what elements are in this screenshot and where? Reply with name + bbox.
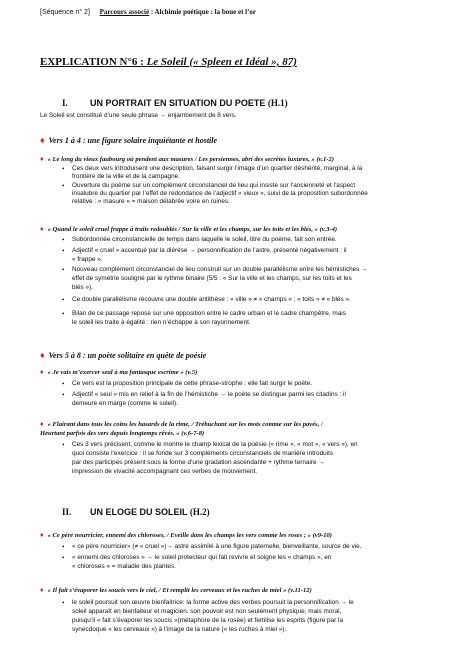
page-header (40, 8, 256, 16)
diamond-icon: ♦ (40, 350, 45, 360)
paragraph-line: Ouverture du poème sur un complément circonstanciel de lieu qui insiste sur l’ancienneté et l’aspect (72, 182, 356, 189)
quote-text: « Quand le soleil cruel frappe à traits redoublés / Sur la ville et les champs, sur les toits et les blés, » (v.3-4) (47, 226, 338, 233)
section-heading-2 (62, 507, 210, 517)
quote-4-cont: Heurtant parfois des vers depuis longtemps rêvés. » (v.6-7-8) (40, 430, 205, 437)
paragraph-line: « ennemi des chloroses » → le soleil protecteur qui fait revivre et soigne les « champs », en (72, 554, 332, 561)
quote-text: « Je vais m’exercer seul à ma fantasque escrime » (v.5) (47, 369, 198, 376)
quote-6 (40, 586, 312, 594)
paragraph-line: Ce vers est la proposition principale de cette phrase-strophe : elle fait surgir le poète. (72, 380, 313, 387)
title-main: EXPLICATION N°6 : (40, 56, 147, 68)
bullet-icon: • (62, 182, 65, 190)
bullet-icon: • (62, 236, 65, 244)
paragraph-line: Nouveau complément circonstanciel de lieu construit sur un double parallélisme entre les hémistiches → (72, 266, 368, 273)
paragraph-line: Ces deux vers introduisent une description, faisant surgir l’image d’un quartier déshérité, marginal, à la (72, 165, 363, 172)
bullet-icon: • (62, 266, 65, 274)
paragraph-line: Adjectif « cruel » accentué par la diérèse → personnification de l’astre, présenté négativement : il (72, 247, 347, 254)
paragraph-line: quoi consiste l’exercice : il se fonde sur 3 compléments circonstanciels de manière introduits (72, 450, 334, 457)
quote-text: « Il fait s’évaporer les soucis vers le ciel, / Et remplit les cerveaux et les ruches de miel » (v.11-12) (47, 587, 312, 594)
section-heading-1 (62, 98, 288, 108)
paragraph-line: Ces 3 vers précisent, comme le montre le champ lexical de la poésie (« rime », « mot », « vers »), en (72, 441, 358, 448)
paragraph-line: effet de symétrie souligné par le rythme binaire (5/5 : « Sur la ville et les champs, sur les toits et les (72, 275, 352, 282)
quote-2 (40, 225, 337, 233)
paragraph-line: puisqu’il « fait s’évaporer les soucis »(métaphore de la rosée) et fertilise les esprits (figure par la (72, 617, 344, 624)
paragraph-line: demeure en marge (comme le soleil). (72, 400, 178, 407)
subheading-1 (40, 135, 217, 145)
paragraph-line: le soleil poursuit son œuvre bienfaitrice: la forme active des verbes poursuit la personnification → le (72, 599, 354, 606)
section-number: II. (62, 507, 72, 517)
paragraph-line: relative : « masure » = maison délabrée voire en ruines. (72, 198, 230, 205)
section-ref: (H.1) (267, 98, 288, 108)
bullet-icon: • (62, 391, 65, 399)
paragraph-line: insalubre du quartier par l’effet de redondance de l’adjectif « vieux », suivi de la proposition subordonnée (72, 190, 368, 197)
section-title: UN PORTRAIT EN SITUATION DU POETE (90, 98, 268, 108)
section-number: I. (62, 98, 68, 108)
bullet-icon: • (62, 380, 65, 388)
paragraph-line: « frappe ». (72, 256, 103, 263)
paragraph-line: par des participes présent sous la forme d’une gradation ascendante + rythme ternaire → (72, 459, 325, 466)
paragraph-line: soleil apparaît en bienfaiteur et magicien. son pouvoir est non seulement physique, mais moral, (72, 608, 342, 615)
page-title (40, 56, 297, 68)
sequence-label: [Séquence n° 2] (40, 9, 90, 16)
diamond-bullet-icon: ♦ (40, 225, 44, 233)
paragraph-line: Bilan de ce passage repose sur une opposition entre le cadre urbain et le cadre champêtre, mais (72, 310, 346, 317)
bullet-icon: • (62, 296, 65, 304)
paragraph-line: Ce double parallélisme recouvre une double antithèse : « ville » ≠ « champs » ; « toits » ≠ « blés ». (72, 296, 351, 303)
bullet-icon: • (62, 247, 65, 255)
bullet-icon: • (62, 599, 65, 607)
bullet-icon: • (62, 543, 65, 551)
quote-3 (40, 368, 197, 376)
subheading-text: Vers 5 à 8 : un poète solitaire en quête de poésie (48, 351, 207, 360)
section-ref: (H.2) (189, 507, 210, 517)
quote-text: « Ce père nourricier, ennemi des chloroses, / Eveille dans les champs les vers comme les roses ; » (v9-10) (47, 532, 332, 539)
quote-text: « Flairant dans tous les coins les hasards de la rime, / Trébuchant sur les mots comme sur les pavés, / (47, 421, 323, 428)
diamond-bullet-icon: ♦ (40, 586, 44, 594)
title-work: Le Soleil (« Spleen et Idéal », 87) (146, 56, 297, 68)
paragraph-line: blés »). (72, 284, 93, 291)
paragraph-line: « chloroses » = maladie des plantes. (72, 563, 176, 570)
section-title: UN ELOGE DU SOLEIL (90, 507, 190, 517)
intro-text: Le Soleil est constitué d’une seule phrase → enjambement de 8 vers. (40, 112, 237, 119)
bullet-icon: • (62, 310, 65, 318)
bullet-icon: • (62, 554, 65, 562)
bullet-icon: • (62, 165, 65, 173)
diamond-bullet-icon: ♦ (40, 531, 44, 539)
subheading-2 (40, 350, 206, 360)
quote-4 (40, 420, 323, 428)
paragraph-line: impression de vivacité accompagnant ces verbes de mouvement. (72, 468, 258, 475)
parcours-title: : Alchimie poétique : la boue et l’or (150, 8, 257, 16)
paragraph-line: Adjectif « seul » mis en relief à la fin de l’hémistiche → le poète se distingue parmi les citadins : il (72, 391, 346, 398)
quote-5 (40, 531, 332, 539)
paragraph-line: « ce père nourricier» (≠ « cruel »)→ astre assimilé à une figure paternelle, bienveillante, source de vie. (72, 543, 362, 550)
diamond-bullet-icon: ♦ (40, 368, 44, 376)
paragraph-line: frontière de la ville et de la campagne. (72, 173, 180, 180)
quote-text: « Le long du vieux faubourg où pendent aux masures / Les persiennes, abri des secrètes luxures, » (v.1-2) (47, 156, 334, 163)
paragraph-line: le soleil les traite à égalité : rien n’échappe à son rayonnement. (72, 319, 251, 326)
quote-1 (40, 155, 334, 163)
diamond-bullet-icon: ♦ (40, 155, 44, 163)
diamond-bullet-icon: ♦ (40, 420, 44, 428)
paragraph-line: Subordonnée circonstancielle de temps dans laquelle le soleil, titre du poème, fait son entrée. (72, 236, 337, 243)
bullet-icon: • (62, 441, 65, 449)
diamond-icon: ♦ (40, 135, 45, 145)
parcours-label: Parcours associé (99, 8, 150, 16)
paragraph-line: synecdoque « les cerveaux ») à l’image de la nature (« les ruches à miel »). (72, 626, 287, 633)
subheading-text: Vers 1 à 4 : une figure solaire inquiétante et hostile (48, 136, 218, 145)
